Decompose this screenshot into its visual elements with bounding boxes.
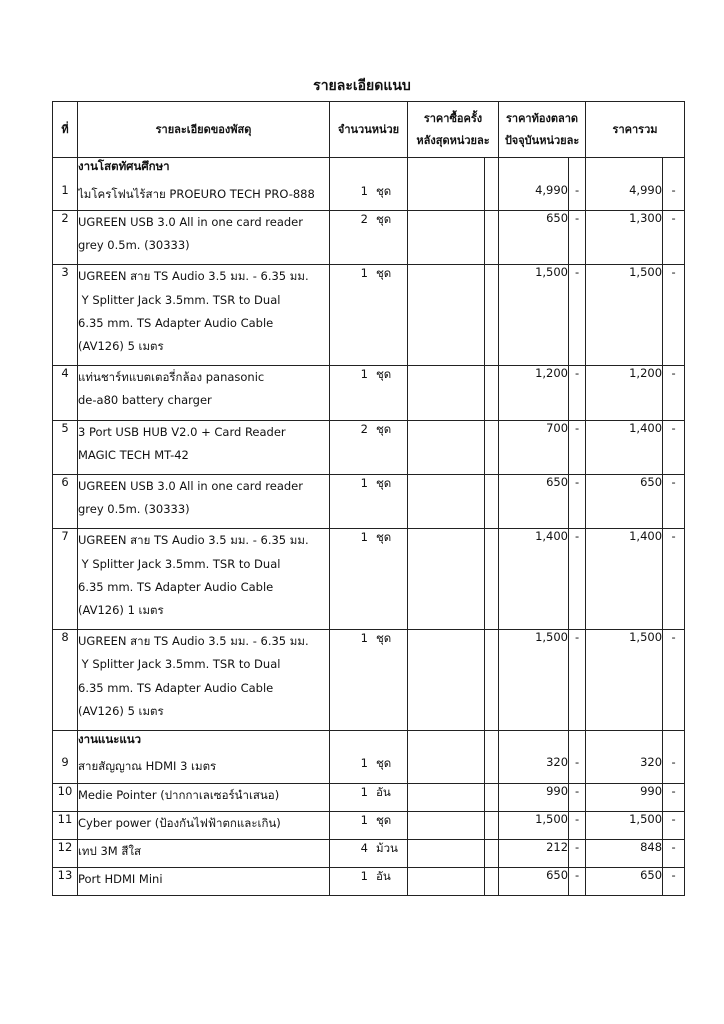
- last-price-value: [408, 867, 485, 895]
- total-satang: -: [663, 474, 685, 528]
- table-row: [53, 420, 685, 474]
- quantity-number: 1: [360, 631, 368, 646]
- header-description: รายละเอียดของพัสดุ: [78, 102, 330, 158]
- section-empty-cell: [408, 158, 485, 183]
- last-price-satang: [485, 867, 499, 895]
- item-number: 2: [53, 211, 78, 265]
- item-description: [78, 529, 330, 630]
- section-no-cell: [53, 730, 78, 755]
- item-description: [78, 420, 330, 474]
- last-price-value: [408, 183, 485, 211]
- last-price-value: [408, 420, 485, 474]
- header-quantity: จำนวนหน่วย: [330, 102, 408, 158]
- header-market-price: ราคาท้องตลาด ปัจจุบันหน่วยละ: [499, 102, 586, 158]
- item-description: [78, 474, 330, 528]
- section-row: [53, 158, 685, 183]
- item-number: 10: [53, 783, 78, 811]
- description-line: MAGIC TECH MT-42: [78, 447, 189, 462]
- quantity-number: 1: [360, 812, 368, 827]
- quantity-number: 1: [360, 183, 368, 198]
- page-title: รายละเอียดแนบ: [313, 78, 411, 94]
- total-value: 650: [586, 867, 663, 895]
- section-empty-cell: [499, 730, 569, 755]
- market-price-satang: -: [569, 529, 586, 630]
- last-price-satang: [485, 474, 499, 528]
- description-line: Port HDMI Mini: [78, 871, 163, 886]
- market-price-value: 1,200: [499, 366, 569, 420]
- section-empty-cell: [330, 730, 408, 755]
- description-line: UGREEN สาย TS Audio 3.5 มม. - 6.35 มม.: [78, 533, 309, 548]
- last-price-satang: [485, 839, 499, 867]
- total-satang: -: [663, 366, 685, 420]
- total-value: 650: [586, 474, 663, 528]
- market-price-satang: -: [569, 839, 586, 867]
- description-line: Y Splitter Jack 3.5mm. TSR to Dual: [78, 657, 281, 672]
- total-satang: -: [663, 529, 685, 630]
- description-line: (AV126) 5 เมตร: [78, 703, 164, 718]
- last-price-value: [408, 211, 485, 265]
- item-number: 8: [53, 630, 78, 731]
- item-description: [78, 811, 330, 839]
- item-description: [78, 211, 330, 265]
- market-price-satang: -: [569, 183, 586, 211]
- description-line: Y Splitter Jack 3.5mm. TSR to Dual: [78, 292, 281, 307]
- total-value: 1,500: [586, 630, 663, 731]
- description-line: grey 0.5m. (30333): [78, 238, 190, 253]
- item-description: [78, 630, 330, 731]
- market-price-satang: -: [569, 474, 586, 528]
- total-value: 1,200: [586, 366, 663, 420]
- description-line: Cyber power (ป้องกันไฟฟ้าตกและเกิน): [78, 815, 281, 830]
- description-line: de-a80 battery charger: [78, 393, 212, 408]
- description-line: UGREEN USB 3.0 All in one card reader: [78, 478, 303, 493]
- last-price-satang: [485, 529, 499, 630]
- section-empty-cell: [586, 158, 663, 183]
- total-satang: -: [663, 211, 685, 265]
- table-body: [53, 158, 685, 896]
- last-price-value: [408, 265, 485, 366]
- last-price-value: [408, 839, 485, 867]
- item-number: 1: [53, 183, 78, 211]
- last-price-satang: [485, 366, 499, 420]
- total-value: 320: [586, 755, 663, 783]
- market-price-satang: -: [569, 420, 586, 474]
- description-line: 3 Port USB HUB V2.0 + Card Reader: [78, 424, 286, 439]
- last-price-satang: [485, 420, 499, 474]
- total-satang: -: [663, 265, 685, 366]
- last-price-value: [408, 755, 485, 783]
- total-satang: -: [663, 783, 685, 811]
- market-price-satang: -: [569, 867, 586, 895]
- item-number: 13: [53, 867, 78, 895]
- total-value: 1,400: [586, 420, 663, 474]
- table-row: [53, 474, 685, 528]
- market-price-satang: -: [569, 630, 586, 731]
- total-value: 1,500: [586, 265, 663, 366]
- item-number: 11: [53, 811, 78, 839]
- item-quantity: [330, 783, 408, 811]
- last-price-value: [408, 630, 485, 731]
- item-quantity: [330, 811, 408, 839]
- quantity-number: 1: [360, 367, 368, 382]
- section-empty-cell: [408, 730, 485, 755]
- table-row: [53, 867, 685, 895]
- quantity-number: 1: [360, 868, 368, 883]
- market-price-value: 1,500: [499, 811, 569, 839]
- item-description: [78, 366, 330, 420]
- total-value: 1,300: [586, 211, 663, 265]
- market-price-value: 4,990: [499, 183, 569, 211]
- description-line: เทป 3M สีใส: [78, 843, 142, 858]
- quantity-unit: อัน: [376, 868, 391, 883]
- quantity-unit: ชุด: [376, 367, 392, 382]
- total-value: 1,400: [586, 529, 663, 630]
- total-satang: -: [663, 755, 685, 783]
- section-empty-cell: [663, 730, 685, 755]
- last-price-satang: [485, 265, 499, 366]
- market-price-value: 1,500: [499, 630, 569, 731]
- quantity-unit: ชุด: [376, 212, 392, 226]
- item-description: [78, 839, 330, 867]
- description-line: UGREEN สาย TS Audio 3.5 มม. - 6.35 มม.: [78, 269, 309, 284]
- item-quantity: [330, 755, 408, 783]
- section-empty-cell: [569, 730, 586, 755]
- market-price-satang: -: [569, 211, 586, 265]
- table-row: [53, 811, 685, 839]
- section-empty-cell: [663, 158, 685, 183]
- item-number: 7: [53, 529, 78, 630]
- quantity-number: 1: [360, 475, 368, 490]
- item-number: 4: [53, 366, 78, 420]
- section-empty-cell: [485, 730, 499, 755]
- description-line: (AV126) 1 เมตร: [78, 602, 164, 617]
- market-price-value: 1,400: [499, 529, 569, 630]
- quantity-unit: อัน: [376, 784, 391, 799]
- market-price-value: 990: [499, 783, 569, 811]
- total-satang: -: [663, 420, 685, 474]
- quantity-unit: ชุด: [376, 183, 392, 198]
- section-label: งานแนะแนว: [78, 730, 330, 755]
- quantity-unit: ชุด: [376, 812, 392, 827]
- total-value: 990: [586, 783, 663, 811]
- quantity-number: 1: [360, 266, 368, 281]
- last-price-value: [408, 783, 485, 811]
- item-quantity: [330, 211, 408, 265]
- market-price-value: 650: [499, 474, 569, 528]
- header-total: ราคารวม: [586, 102, 685, 158]
- section-no-cell: [53, 158, 78, 183]
- quantity-unit: ชุด: [376, 530, 392, 545]
- table-row: [53, 839, 685, 867]
- item-quantity: [330, 265, 408, 366]
- total-satang: -: [663, 811, 685, 839]
- description-line: (AV126) 5 เมตร: [78, 339, 164, 353]
- item-number: 3: [53, 265, 78, 366]
- table-row: [53, 366, 685, 420]
- item-quantity: [330, 867, 408, 895]
- total-satang: -: [663, 867, 685, 895]
- table-row: [53, 183, 685, 211]
- market-price-satang: -: [569, 783, 586, 811]
- total-satang: -: [663, 630, 685, 731]
- quantity-number: 4: [360, 840, 368, 855]
- last-price-satang: [485, 811, 499, 839]
- quantity-unit: ชุด: [376, 475, 392, 490]
- market-price-value: 212: [499, 839, 569, 867]
- quantity-number: 1: [360, 784, 368, 799]
- last-price-satang: [485, 783, 499, 811]
- item-quantity: [330, 630, 408, 731]
- item-description: [78, 755, 330, 783]
- market-price-value: 320: [499, 755, 569, 783]
- market-price-value: 650: [499, 867, 569, 895]
- section-row: [53, 730, 685, 755]
- item-quantity: [330, 474, 408, 528]
- item-number: 9: [53, 755, 78, 783]
- item-quantity: [330, 839, 408, 867]
- description-line: 6.35 mm. TS Adapter Audio Cable: [78, 579, 274, 594]
- total-value: 4,990: [586, 183, 663, 211]
- item-quantity: [330, 183, 408, 211]
- description-line: แท่นชาร์ทแบตเตอรี่กล้อง panasonic: [78, 370, 265, 385]
- item-number: 6: [53, 474, 78, 528]
- description-line: Medie Pointer (ปากกาเลเซอร์นำเสนอ): [78, 787, 280, 802]
- last-price-satang: [485, 755, 499, 783]
- item-quantity: [330, 420, 408, 474]
- section-empty-cell: [586, 730, 663, 755]
- item-description: [78, 265, 330, 366]
- market-price-satang: -: [569, 265, 586, 366]
- description-line: สายสัญญาณ HDMI 3 เมตร: [78, 759, 217, 774]
- quantity-unit: ชุด: [376, 266, 392, 281]
- header-row: [53, 102, 685, 158]
- last-price-value: [408, 366, 485, 420]
- quantity-unit: ชุด: [376, 631, 392, 646]
- last-price-value: [408, 474, 485, 528]
- section-label: งานโสตทัศนศึกษา: [78, 158, 330, 183]
- quantity-number: 1: [360, 756, 368, 771]
- header-last-price: ราคาซื้อครั้ง หลังสุดหน่วยละ: [408, 102, 499, 158]
- table-row: [53, 211, 685, 265]
- total-value: 1,500: [586, 811, 663, 839]
- description-line: ไมโครโฟนไร้สาย PROEURO TECH PRO-888: [78, 186, 315, 201]
- section-empty-cell: [569, 158, 586, 183]
- description-line: UGREEN USB 3.0 All in one card reader: [78, 215, 303, 229]
- quantity-number: 1: [360, 530, 368, 545]
- total-satang: -: [663, 183, 685, 211]
- market-price-value: 650: [499, 211, 569, 265]
- item-number: 12: [53, 839, 78, 867]
- market-price-satang: -: [569, 811, 586, 839]
- market-price-value: 700: [499, 420, 569, 474]
- table-row: [53, 755, 685, 783]
- description-line: UGREEN สาย TS Audio 3.5 มม. - 6.35 มม.: [78, 634, 309, 649]
- last-price-satang: [485, 211, 499, 265]
- last-price-value: [408, 811, 485, 839]
- description-line: 6.35 mm. TS Adapter Audio Cable: [78, 680, 274, 695]
- section-empty-cell: [330, 158, 408, 183]
- table-row: [53, 783, 685, 811]
- last-price-satang: [485, 183, 499, 211]
- quantity-unit: ชุด: [376, 421, 392, 436]
- table-row: [53, 529, 685, 630]
- last-price-satang: [485, 630, 499, 731]
- items-table: [52, 101, 685, 896]
- section-empty-cell: [485, 158, 499, 183]
- total-value: 848: [586, 839, 663, 867]
- market-price-value: 1,500: [499, 265, 569, 366]
- table-row: [53, 630, 685, 731]
- item-description: [78, 183, 330, 211]
- item-description: [78, 867, 330, 895]
- total-satang: -: [663, 839, 685, 867]
- quantity-unit: ชุด: [376, 756, 392, 771]
- quantity-number: 2: [360, 212, 368, 226]
- section-empty-cell: [499, 158, 569, 183]
- table-row: [53, 265, 685, 366]
- item-description: [78, 783, 330, 811]
- item-quantity: [330, 366, 408, 420]
- item-quantity: [330, 529, 408, 630]
- market-price-satang: -: [569, 755, 586, 783]
- quantity-unit: ม้วน: [376, 840, 398, 855]
- market-price-satang: -: [569, 366, 586, 420]
- description-line: grey 0.5m. (30333): [78, 502, 190, 517]
- quantity-number: 2: [360, 421, 368, 436]
- description-line: 6.35 mm. TS Adapter Audio Cable: [78, 315, 274, 330]
- header-no: ที่: [53, 102, 78, 158]
- description-line: Y Splitter Jack 3.5mm. TSR to Dual: [78, 556, 281, 571]
- item-number: 5: [53, 420, 78, 474]
- last-price-value: [408, 529, 485, 630]
